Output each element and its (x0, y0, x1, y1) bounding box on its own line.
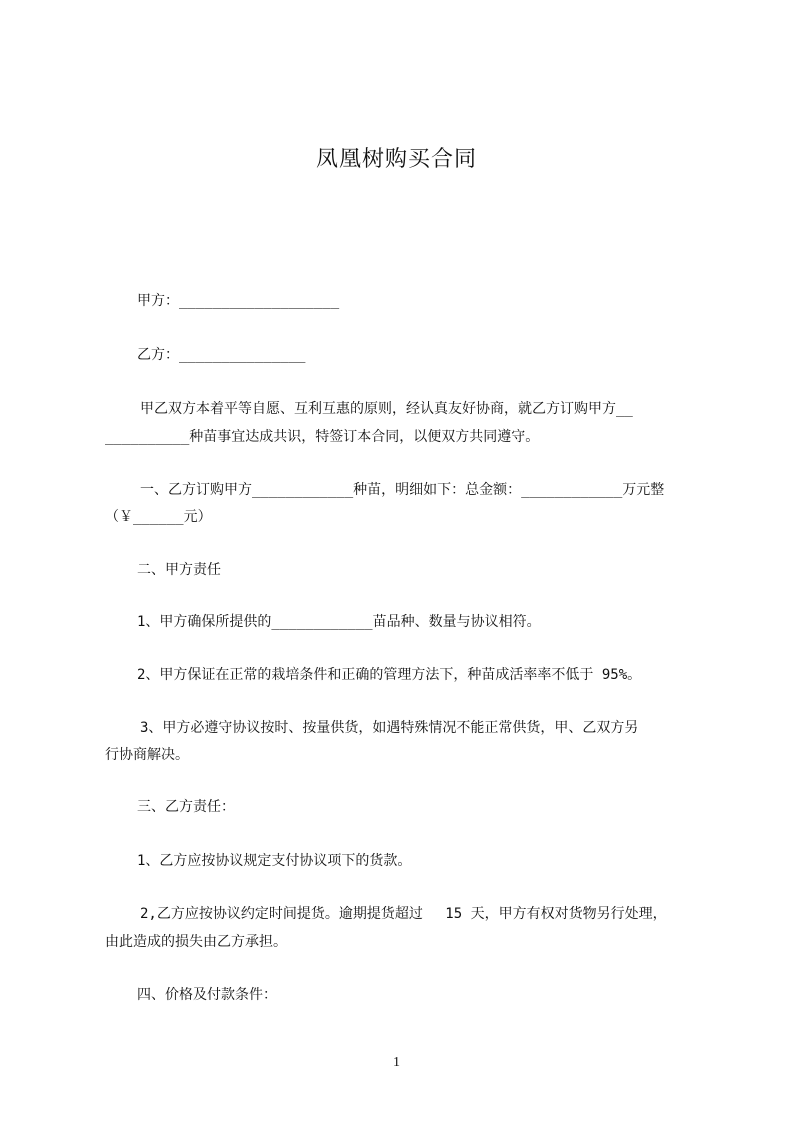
section2-item-1: 1、甲方确保所提供的____________苗品种、数量与协议相符。 (137, 614, 541, 630)
section3-item-2-line-2: 由此造成的损失由乙方承担。 (105, 934, 287, 950)
section2-item-3-line-2: 行协商解决。 (105, 747, 189, 763)
section2-heading: 二、甲方责任 (137, 562, 221, 578)
section1-line-2: （￥______元） (105, 509, 212, 525)
party-a-line: 甲方：___________________ (137, 293, 340, 309)
section3-heading: 三、乙方责任： (137, 799, 235, 815)
section1-line-1: 一、乙方订购甲方____________种苗，明细如下：总金额：____________万元整 (140, 482, 665, 498)
section2-item-3-line-1: 3、甲方必遵守协议按时、按量供货，如遇特殊情况不能正常供货，甲、乙双方另 (140, 720, 639, 736)
page-number: 1 (393, 1055, 400, 1070)
intro-line-1: 甲乙双方本着平等自愿、互利互惠的原则，经认真友好协商，就乙方订购甲方__ (140, 401, 633, 417)
document-title: 凤凰树购买合同 (315, 147, 477, 172)
section4-heading: 四、价格及付款条件： (137, 987, 277, 1003)
intro-line-2: __________种苗事宜达成共识，特签订本合同，以便双方共同遵守。 (105, 429, 540, 445)
section2-item-2: 2、甲方保证在正常的栽培条件和正确的管理方法下，种苗成活率率不低于 95%。 (137, 667, 642, 683)
section3-item-1: 1、乙方应按协议规定支付协议项下的货款。 (137, 853, 412, 869)
party-b-line: 乙方：_______________ (137, 347, 306, 363)
section3-item-2-line-1: 2,乙方应按协议约定时间提货。逾期提货超过 15 天，甲方有权对货物另行处理， (140, 906, 667, 922)
